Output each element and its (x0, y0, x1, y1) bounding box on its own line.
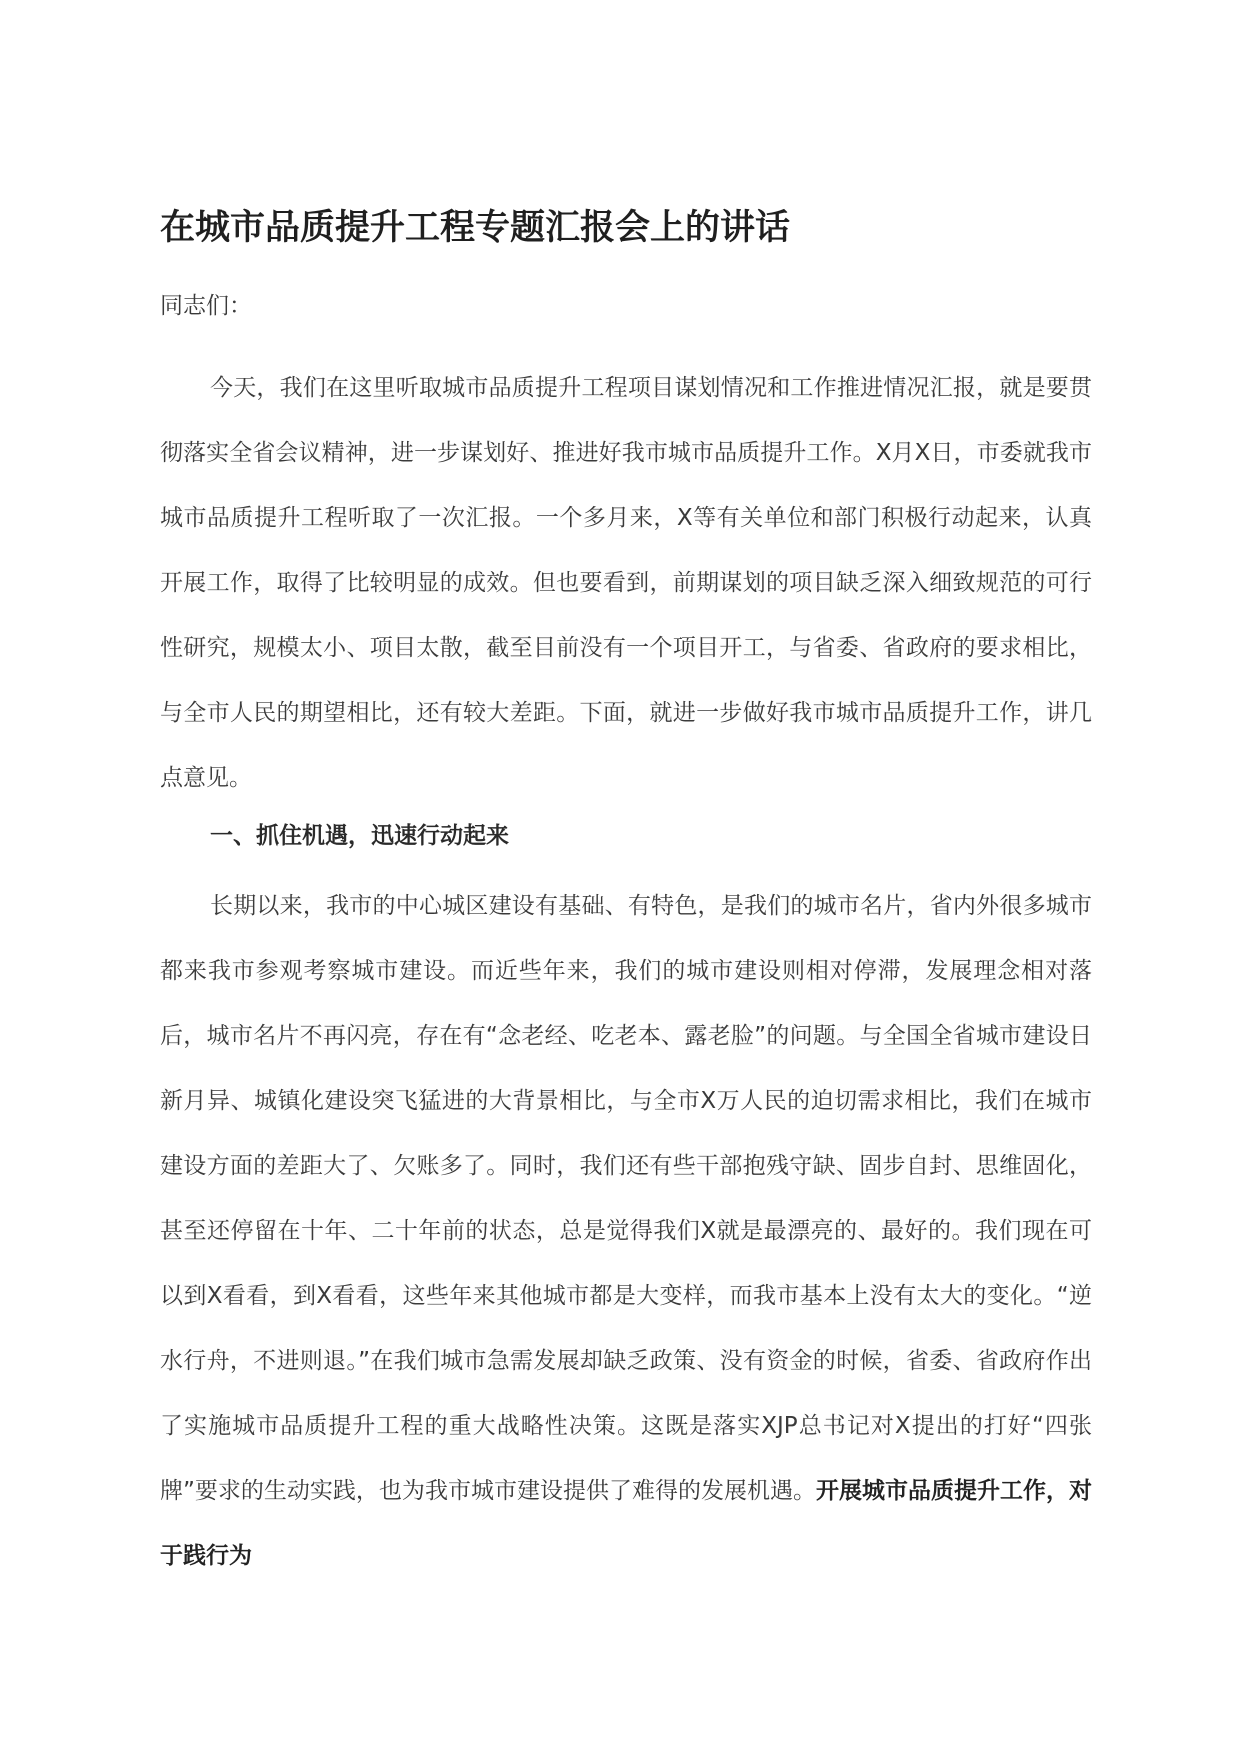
paragraph-section-1-bold-text: 开展城市品质提升工作，对于践行为 (160, 1478, 1093, 1569)
paragraph-section-1-text: 长期以来，我市的中心城区建设有基础、有特色，是我们的城市名片，省内外很多城市都来我市参观考察城市建设。而近些年来，我们的城市建设则相对停滞，发展理念相对落后，城市名片不再闪亮，存在有“念老经、吃老本、露老脸”的问题。与全国全省城市建设日新月异、城镇化建设突飞猛进的大背景相比，与全市X万人民的迫切需求相比，我们在城市建设方面的差距大了、欠账多了。同时，我们还有些干部抱残守缺、固步自封、思维固化，甚至还停留在十年、二十年前的状态，总是觉得我们X就是最漂亮的、最好的。我们现在可以到X看看，到X看看，这些年来其他城市都是大变样，而我市基本上没有太大的变化。“逆水行舟，不进则退。”在我们城市急需发展却缺乏政策、没有资金的时候，省委、省政府作出了实施城市品质提升工程的重大战略性决策。这既是落实XJP总书记对X提出的打好“四张牌”要求的生动实践，也为我市城市建设提供了难得的发展机遇。 (160, 893, 1092, 1504)
paragraph-intro-text: 今天，我们在这里听取城市品质提升工程项目谋划情况和工作推进情况汇报，就是要贯彻落实全省会议精神，进一步谋划好、推进好我市城市品质提升工作。X月X日，市委就我市城市品质提升工程听取了一次汇报。一个多月来，X等有关单位和部门积极行动起来，认真开展工作，取得了比较明显的成效。但也要看到，前期谋划的项目缺乏深入细致规范的可行性研究，规模太小、项目太散，截至目前没有一个项目开工，与省委、省政府的要求相比，与全市人民的期望相比，还有较大差距。下面，就进一步做好我市城市品质提升工作，讲几点意见。 (160, 375, 1092, 791)
section-heading-1: 一、抓住机遇，迅速行动起来 (210, 823, 509, 849)
document-title: 在城市品质提升工程专题汇报会上的讲话 (160, 208, 791, 248)
salutation: 同志们： (160, 293, 252, 319)
paragraph-intro (160, 356, 1092, 811)
paragraph-section-1 (160, 874, 1092, 1589)
